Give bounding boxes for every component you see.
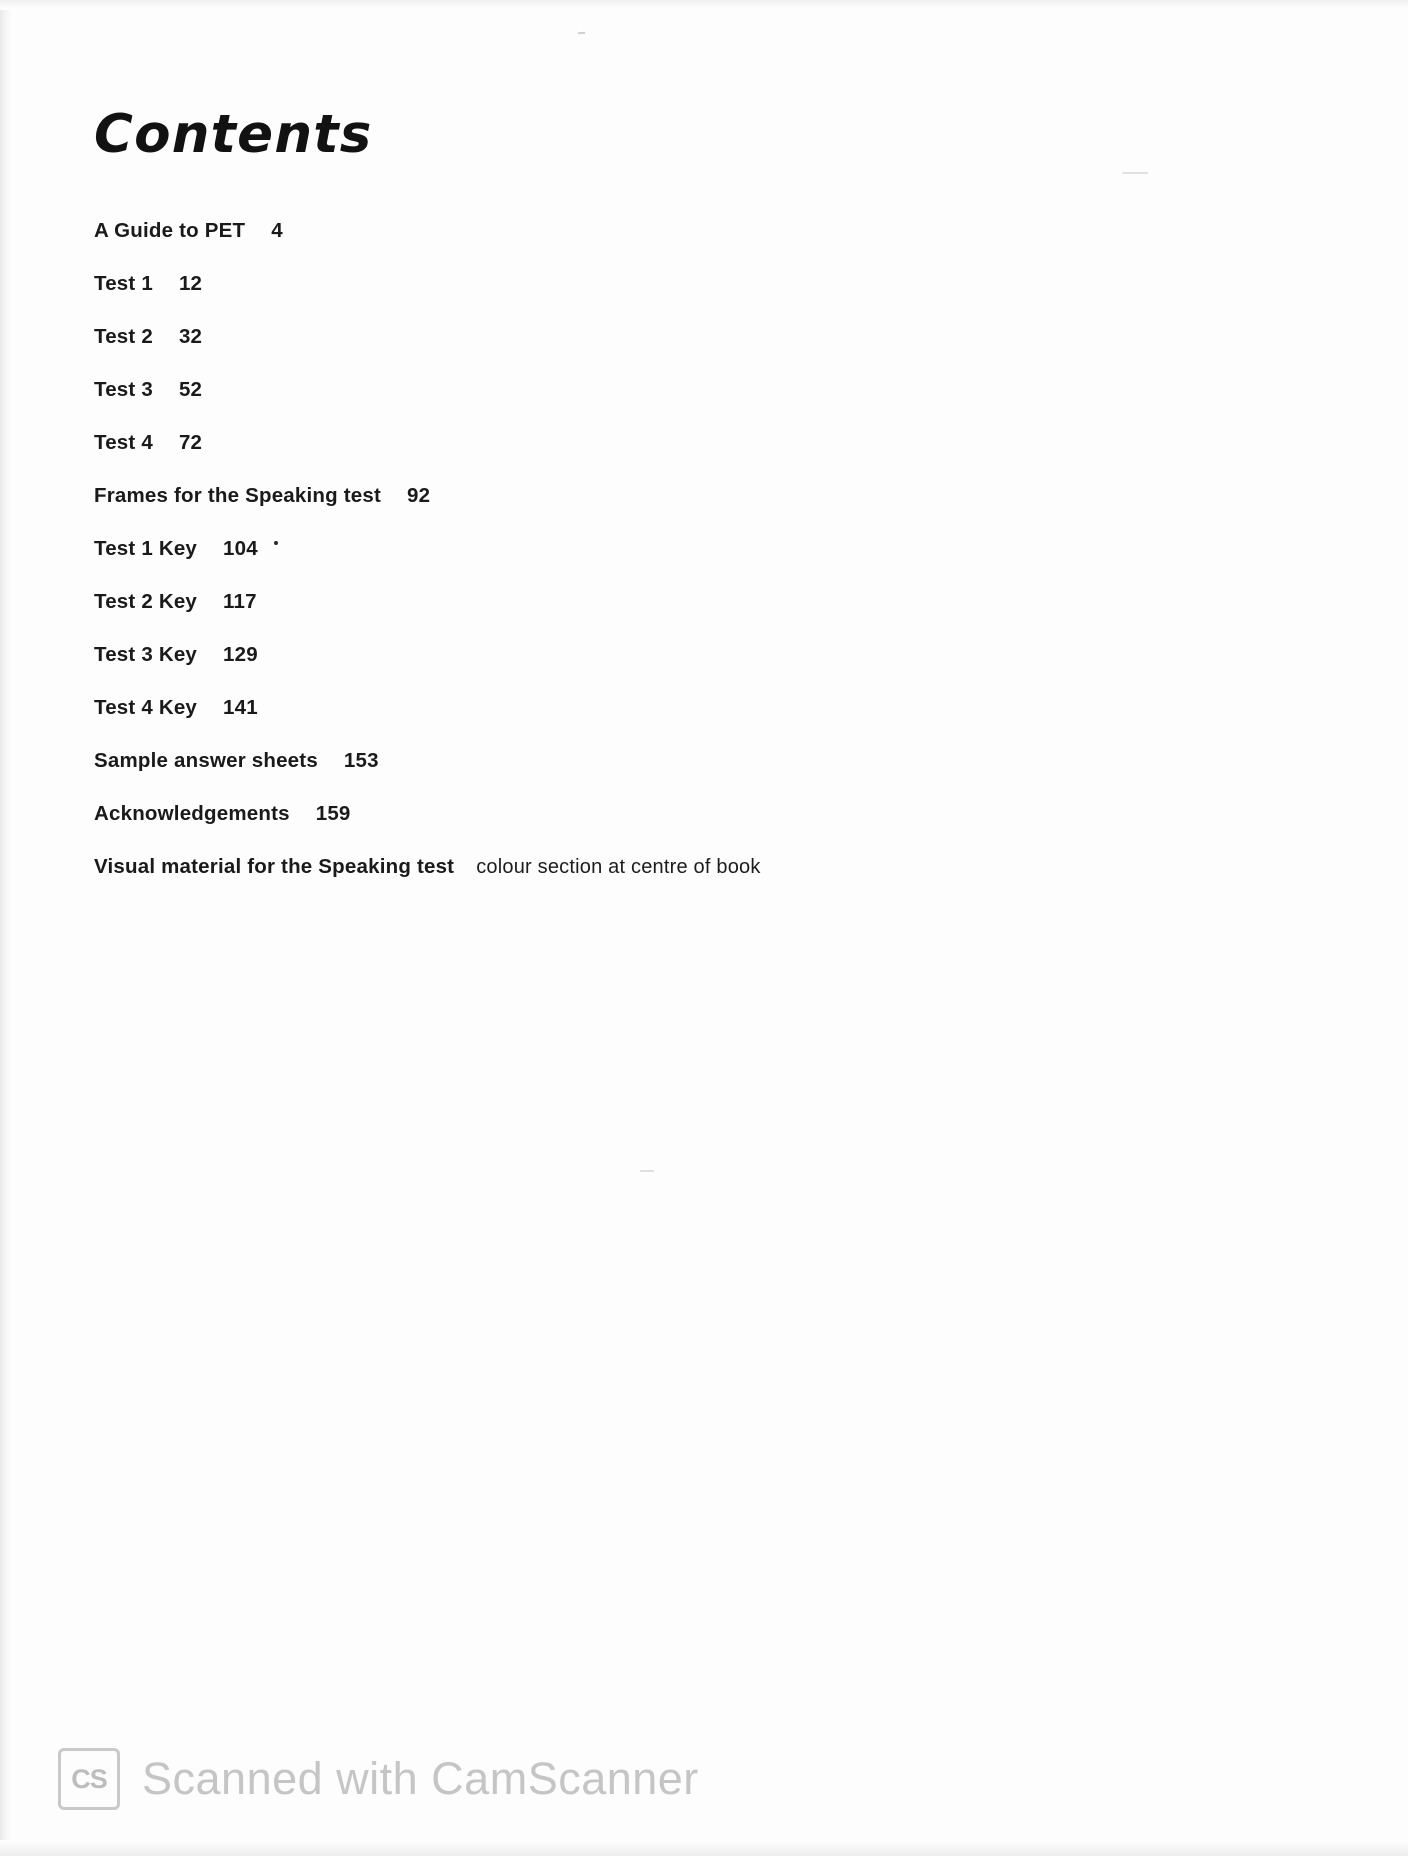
toc-entry-label: Test 3 Key [94, 643, 198, 666]
toc-entry-page: 12 [178, 272, 203, 295]
toc-entry[interactable] [94, 802, 1214, 826]
toc-entry-label: Test 4 [94, 431, 153, 454]
scan-edge-bottom [0, 1840, 1408, 1856]
camscanner-logo-icon: CS [58, 1748, 120, 1810]
toc-entry[interactable] [94, 272, 1214, 296]
toc-entry-label: Acknowledgements [94, 802, 290, 825]
toc-entry[interactable] [94, 537, 1214, 561]
toc-entry[interactable] [94, 749, 1214, 773]
toc-entry[interactable] [94, 431, 1214, 455]
toc-entry-label: Test 2 [94, 325, 153, 348]
toc-entry-label: Test 4 Key [94, 696, 198, 719]
toc-entry-page: 4 [271, 219, 283, 242]
toc-entry-page: 52 [178, 378, 203, 401]
toc-entry-label: Sample answer sheets [94, 749, 318, 772]
toc-entry[interactable] [94, 643, 1214, 667]
toc-entry-label: Test 1 Key [94, 537, 198, 560]
scan-artifact [640, 1170, 654, 1172]
table-of-contents [94, 219, 1214, 879]
toc-entry-page: 32 [178, 325, 203, 348]
toc-entry-label: Test 1 [94, 272, 153, 295]
toc-entry-page: 153 [343, 749, 379, 772]
camscanner-watermark-text: Scanned with CamScanner [142, 1753, 699, 1804]
toc-entry-page: 92 [407, 484, 431, 507]
ink-mark [274, 541, 278, 545]
camscanner-watermark [58, 1748, 699, 1810]
toc-entry-label: A Guide to PET [94, 219, 246, 242]
scan-edge-left [0, 0, 14, 1856]
scan-artifact [578, 32, 585, 34]
toc-entry[interactable] [94, 378, 1214, 402]
toc-entry-label: Frames for the Speaking test [94, 484, 381, 507]
toc-entry-page: 72 [178, 431, 203, 454]
toc-entry[interactable] [94, 855, 1214, 879]
toc-entry[interactable] [94, 325, 1214, 349]
toc-entry[interactable] [94, 696, 1214, 720]
toc-entry[interactable] [94, 484, 1214, 508]
scan-edge-top [0, 0, 1408, 10]
toc-entry-page: 129 [223, 643, 258, 666]
page-title: Contents [94, 104, 373, 165]
toc-entry-page: 141 [223, 696, 258, 719]
toc-entry-label: Test 3 [94, 378, 153, 401]
toc-entry-page-note: colour section at centre of book [476, 856, 761, 878]
toc-entry-label: Test 2 Key [94, 590, 198, 613]
toc-entry-page: 104 [223, 537, 258, 560]
toc-entry-page: 159 [315, 802, 351, 825]
contents-page-body [94, 104, 1214, 908]
toc-entry-page: 117 [223, 590, 257, 613]
toc-entry[interactable] [94, 590, 1214, 614]
toc-entry[interactable] [94, 219, 1214, 243]
toc-entry-label: Visual material for the Speaking test [94, 855, 455, 878]
